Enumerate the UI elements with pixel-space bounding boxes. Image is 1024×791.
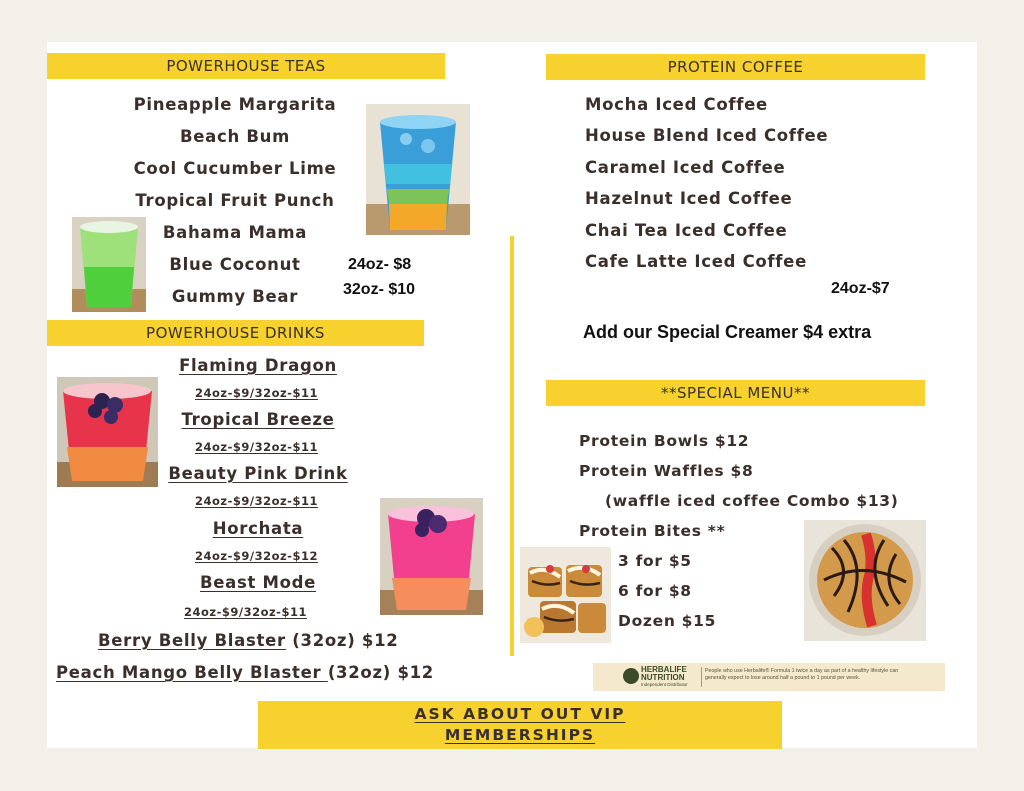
blue-tea-photo [366,104,470,235]
vip-line1: ASK ABOUT OUT VIP [414,705,626,723]
bites-option: Dozen $15 [618,612,717,630]
herbalife-brand-line2: NUTRITION [641,673,685,682]
tea-item: Gummy Bear [171,287,299,306]
waffle-bites-photo [520,547,611,643]
bites-option: 6 for $8 [618,582,692,600]
tea-item: Beach Bum [180,127,290,146]
vip-line2: MEMBERSHIPS [444,726,596,744]
herbalife-separator [701,667,702,687]
peach-mango-name: Peach Mango Belly Blaster [56,663,328,682]
berry-belly-blaster-name: Berry Belly Blaster [98,631,286,650]
creamer-note: Add our Special Creamer $4 extra [583,322,872,342]
drink-price: 24oz-$9/32oz-$11 [195,386,318,400]
tea-item: Tropical Fruit Punch [135,191,335,210]
berry-belly-blaster [98,631,398,650]
tea-item: Blue Coconut [169,255,301,274]
berry-belly-blaster-price: (32oz) $12 [285,631,399,650]
drink-item: Tropical Breeze [181,410,335,429]
coffee-item: Mocha Iced Coffee [585,95,768,114]
protein-bowl-photo [804,520,926,641]
drink-price: 24oz-$9/32oz-$11 [195,494,318,508]
red-drink-photo [57,377,158,487]
special-menu-header: **SPECIAL MENU** [546,380,925,406]
tea-price-32oz: 32oz- $10 [343,281,416,298]
tea-item: Pineapple Margarita [133,95,337,114]
protein-bites: Protein Bites ** [579,522,726,540]
coffee-item: Cafe Latte Iced Coffee [585,252,807,271]
herbalife-disclaimer: People who use Herbalife® Formula 1 twice a day as part of a healthy lifestyle can generally expect to lose around half a pound to 1 pound per week. [705,668,899,681]
herbalife-brand-line3: Independent Distributor [641,682,688,687]
coffee-price: 24oz-$7 [831,280,890,297]
protein-bowls: Protein Bowls $12 [579,432,750,450]
peach-mango-price: (32oz) $12 [327,663,434,682]
drink-item: Beast Mode [199,573,317,592]
tea-item: Bahama Mama [162,223,308,242]
drink-price: 24oz-$9/32oz-$12 [195,549,318,563]
herbalife-brand-line1: HERBALIFE [641,665,687,674]
coffee-header: PROTEIN COFFEE [546,54,925,80]
herbalife-banner [593,663,945,691]
protein-waffles: Protein Waffles $8 [579,462,754,480]
herbalife-logo-icon [623,668,639,684]
tea-price-24oz: 24oz- $8 [348,256,412,273]
column-divider [510,236,514,656]
drink-price: 24oz-$9/32oz-$11 [184,605,307,619]
vip-membership-banner[interactable] [258,701,782,749]
drink-item: Beauty Pink Drink [168,464,348,483]
drink-item: Flaming Dragon [179,356,337,375]
peach-mango-belly-blaster [56,663,434,682]
drink-item: Horchata [212,519,304,538]
herbalife-brand [641,666,688,688]
drinks-header: POWERHOUSE DRINKS [47,320,424,346]
tea-item: Cool Cucumber Lime [133,159,337,178]
drink-price: 24oz-$9/32oz-$11 [195,440,318,454]
pink-drink-photo [380,498,483,615]
waffle-combo: (waffle iced coffee Combo $13) [605,492,899,510]
coffee-item: Hazelnut Iced Coffee [585,189,793,208]
coffee-item: Chai Tea Iced Coffee [585,221,788,240]
coffee-item: House Blend Iced Coffee [585,126,829,145]
coffee-item: Caramel Iced Coffee [585,158,786,177]
teas-header: POWERHOUSE TEAS [47,53,445,79]
green-tea-photo [72,217,146,312]
bites-option: 3 for $5 [618,552,692,570]
